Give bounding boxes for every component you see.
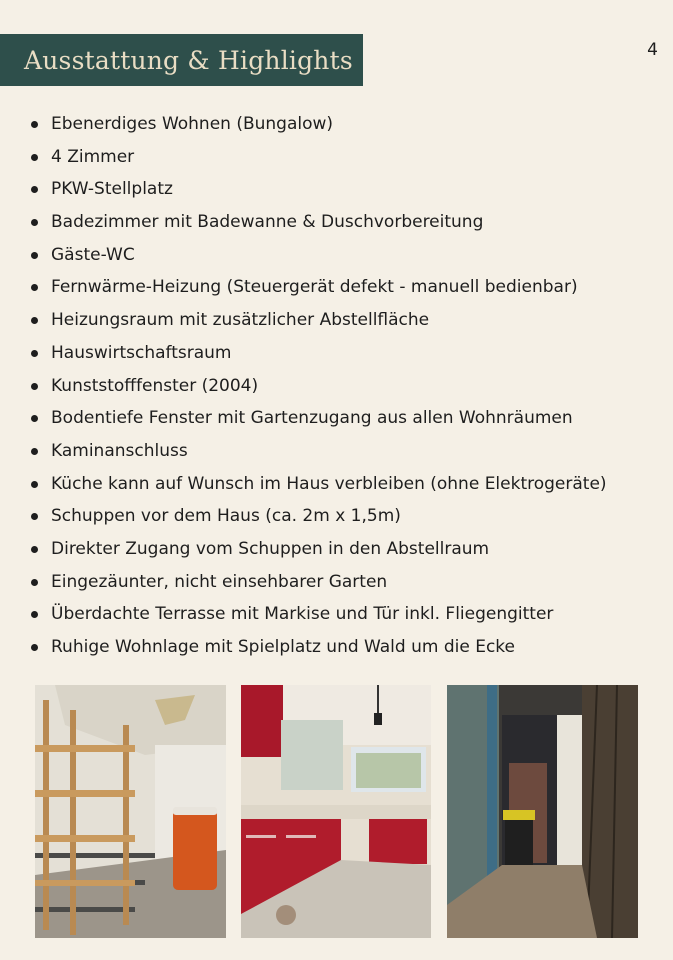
feature-item: Eingezäunter, nicht einsehbarer Garten xyxy=(30,566,660,599)
page-number: 4 xyxy=(647,40,658,60)
feature-item: PKW-Stellplatz xyxy=(30,173,660,206)
feature-list xyxy=(30,108,660,664)
photo-shed xyxy=(447,685,638,938)
feature-item: Badezimmer mit Badewanne & Duschvorbereitung xyxy=(30,206,660,239)
photo-kitchen xyxy=(241,685,431,938)
feature-item: Heizungsraum mit zusätzlicher Abstellfläche xyxy=(30,304,660,337)
feature-item: Kunststofffenster (2004) xyxy=(30,370,660,403)
photo-utility-room xyxy=(35,685,226,938)
section-title: Ausstattung & Highlights xyxy=(24,45,353,75)
feature-item: Gäste-WC xyxy=(30,239,660,272)
feature-item: Fernwärme-Heizung (Steuergerät defekt - manuell bedienbar) xyxy=(30,271,660,304)
feature-item: Hauswirtschaftsraum xyxy=(30,337,660,370)
feature-item: 4 Zimmer xyxy=(30,141,660,174)
feature-item: Schuppen vor dem Haus (ca. 2m x 1,5m) xyxy=(30,500,660,533)
feature-item: Direkter Zugang vom Schuppen in den Abstellraum xyxy=(30,533,660,566)
section-title-band xyxy=(0,34,363,86)
feature-item: Kaminanschluss xyxy=(30,435,660,468)
feature-item: Ebenerdiges Wohnen (Bungalow) xyxy=(30,108,660,141)
feature-item: Bodentiefe Fenster mit Gartenzugang aus allen Wohnräumen xyxy=(30,402,660,435)
feature-item: Überdachte Terrasse mit Markise und Tür inkl. Fliegengitter xyxy=(30,598,660,631)
feature-item: Küche kann auf Wunsch im Haus verbleiben (ohne Elektrogeräte) xyxy=(30,468,660,501)
feature-item: Ruhige Wohnlage mit Spielplatz und Wald um die Ecke xyxy=(30,631,660,664)
